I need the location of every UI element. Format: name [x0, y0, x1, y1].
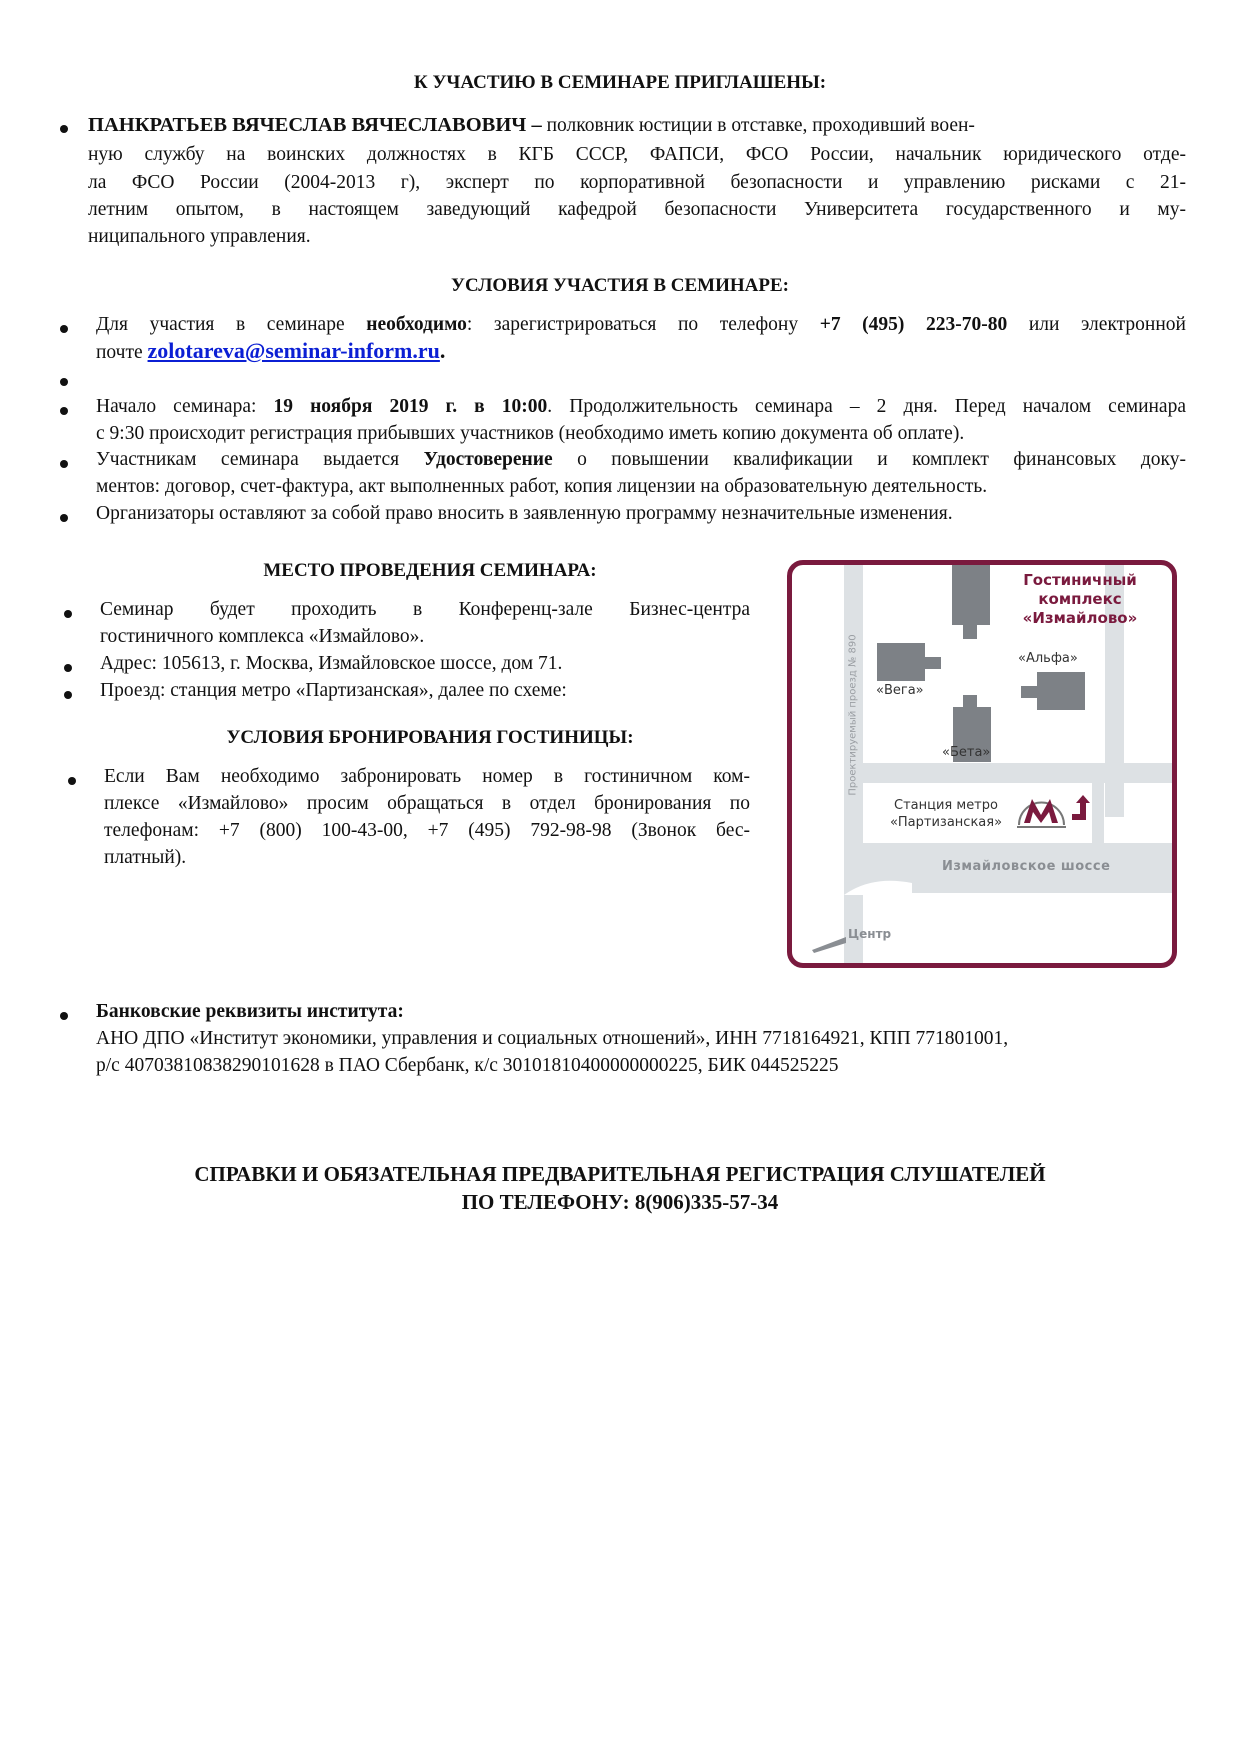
bank-heading: Банковские реквизиты института: [96, 1001, 404, 1022]
venue-item1-line2: гостиничного комплекса «Измайлово». [100, 626, 425, 647]
invited-line5: ниципального управления. [88, 226, 311, 247]
bullet [64, 664, 72, 672]
bank-line2: р/с 40703810838290101628 в ПАО Сбербанк, к/с 30101810400000000225, БИК 044525225 [96, 1055, 839, 1076]
bullet [64, 691, 72, 699]
building-alfa [1037, 672, 1085, 710]
center-label: Центр [848, 927, 892, 941]
bullet [60, 460, 68, 468]
highway-label: Измайловское шоссе [942, 859, 1111, 874]
registration-phone: +7 (495) 223-70-80 [819, 314, 1008, 335]
venue-item1-line1: Семинар будет проходить в Конференц-зале Бизнес-центра [100, 599, 750, 620]
map-title: Гостиничный комплекс «Измайлово» [1022, 571, 1138, 627]
center-arrow-icon [812, 937, 846, 953]
bullet-empty [60, 378, 68, 386]
conditions-heading: УСЛОВИЯ УЧАСТИЯ В СЕМИНАРЕ: [451, 275, 789, 296]
venue-heading: МЕСТО ПРОВЕДЕНИЯ СЕМИНАРА: [263, 560, 597, 581]
conditions-item4-line1: Участникам семинара выдается Удостоверение о повышении квалификации и комплект финансовых доку- [96, 449, 1186, 470]
invited-line4: летним опытом, в настоящем заведующий кафедрой безопасности Университета государственного и му- [88, 199, 1186, 220]
side-road-label: Проектируемый проезд № 890 [847, 634, 859, 796]
building-main [952, 565, 990, 625]
metro-m-icon [1017, 795, 1090, 827]
conditions-item5: Организаторы оставляют за собой право вносить в заявленную программу незначительные изменения. [96, 503, 953, 524]
invited-heading: К УЧАСТИЮ В СЕМИНАРЕ ПРИГЛАШЕНЫ: [413, 72, 827, 93]
bullet [60, 1012, 68, 1020]
location-map [787, 560, 1177, 968]
bullet [68, 777, 76, 785]
metro-label: Станция метро «Партизанская» [889, 798, 1003, 830]
label-alfa: «Альфа» [1018, 651, 1078, 666]
bullet [60, 514, 68, 522]
invited-line3: ла ФСО России (2004-2013 г), эксперт по корпоративной безопасности и управлению рисками с 21- [88, 172, 1186, 193]
venue-address: Адрес: 105613, г. Москва, Измайловское шоссе, дом 71. [100, 653, 563, 674]
seminar-date: 19 ноября 2019 г. в 10:00 [273, 396, 548, 417]
bullet [60, 407, 68, 415]
bullet [60, 325, 68, 333]
footer-phone: ПО ТЕЛЕФОНУ: 8(906)335-57-34 [461, 1190, 779, 1214]
person-name: ПАНКРАТЬЕВ ВЯЧЕСЛАВ ВЯЧЕСЛАВОВИЧ – [88, 114, 542, 136]
conditions-item3-line2: с 9:30 происходит регистрация прибывших участников (необходимо иметь копию документа об оплате). [96, 423, 965, 444]
label-vega: «Вега» [876, 683, 924, 698]
email-link[interactable]: zolotareva@seminar-inform.ru [147, 338, 440, 363]
conditions-item3-line1: Начало семинара: 19 ноября 2019 г. в 10:00. Продолжительность семинара – 2 дня. Перед началом семинара [96, 396, 1186, 417]
hotel-line4: платный). [104, 847, 187, 868]
bank-line1: АНО ДПО «Институт экономики, управления и социальных отношений», ИНН 7718164921, КПП 771801001, [96, 1028, 1009, 1049]
invited-person-line1 [88, 112, 1186, 139]
conditions-item1-line2: почте zolotareva@seminar-inform.ru. [96, 338, 446, 363]
hotel-line1: Если Вам необходимо забронировать номер в гостиничном ком- [104, 766, 750, 787]
label-beta: «Бета» [942, 745, 991, 760]
person-bio: полковник юстиции в отставке, проходивший воен- [541, 115, 975, 136]
invited-line2: ную службу на воинских должностях в КГБ СССР, ФАПСИ, ФСО России, начальник юридического отде- [88, 144, 1186, 165]
hotel-line2: плексе «Измайлово» просим обращаться в отдел бронирования по [104, 793, 750, 814]
building-vega [877, 643, 925, 681]
road-middle [844, 763, 1172, 783]
conditions-item4-line2: ментов: договор, счет-фактура, акт выполненных работ, копия лицензии на образовательную деятельность. [96, 476, 988, 497]
hotel-line3: телефонам: +7 (800) 100-43-00, +7 (495) 792-98-98 (Звонок бес- [104, 820, 750, 841]
footer-line1: СПРАВКИ И ОБЯЗАТЕЛЬНАЯ ПРЕДВАРИТЕЛЬНАЯ РЕГИСТРАЦИЯ СЛУШАТЕЛЕЙ [194, 1162, 1046, 1186]
bullet [60, 125, 68, 133]
road-connector [1092, 783, 1104, 843]
venue-route: Проезд: станция метро «Партизанская», далее по схеме: [100, 680, 567, 701]
hotel-heading: УСЛОВИЯ БРОНИРОВАНИЯ ГОСТИНИЦЫ: [226, 727, 634, 748]
bullet [64, 610, 72, 618]
conditions-item1-line1: Для участия в семинаре необходимо: зарегистрироваться по телефону +7 (495) 223-70-80 или электронной [96, 314, 1186, 335]
